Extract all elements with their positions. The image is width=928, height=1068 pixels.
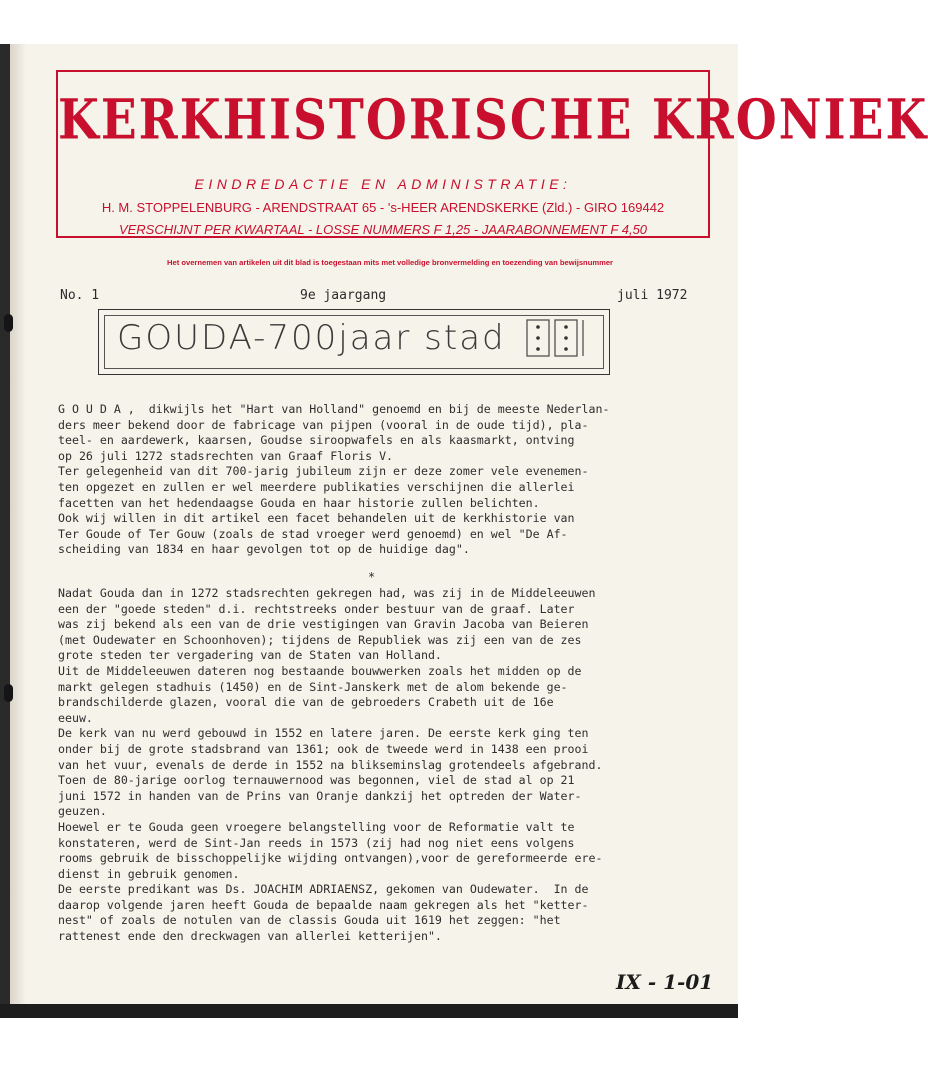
archive-mark: IX - 1-01: [616, 970, 714, 994]
text-line: ders meer bekend door de fabricage van pijpen (vooral in de oude tijd), pla-: [58, 417, 589, 432]
text-line: juni 1572 in handen van de Prins van Oranje dankzij het optreden der Water-: [58, 788, 582, 803]
text-line: scheiding van 1834 en haar gevolgen tot op de huidige dag".: [58, 542, 470, 557]
text-line: grote steden ter vergadering van de Staten van Holland.: [58, 648, 442, 663]
article-headline: GOUDA-700jaar stad: [117, 318, 506, 358]
text-line: daarop volgende jaren heeft Gouda de bepaalde naam gekregen als het "ketter-: [58, 897, 589, 912]
section-separator: *: [368, 570, 376, 584]
copyright-notice: Het overnemen van artikelen uit dit blad is toegestaan mits met volledige bronvermelding en toezending van bewijsnummer: [166, 258, 614, 267]
text-line: Ter Goude of Ter Gouw (zoals de stad vroeger werd genoemd) en wel "De Af-: [58, 526, 568, 541]
article-intro: [58, 402, 718, 558]
headline-box: [98, 309, 610, 375]
text-line: nest" of zoals de notulen van de classis Gouda uit 1619 het zeggen: "het: [58, 913, 561, 928]
text-line: was zij bekend als een van de drie vestigingen van Gravin Jacoba van Beieren: [58, 617, 589, 632]
text-line: een der "goede steden" d.i. rechtstreeks onder bestuur van de graaf. Later: [58, 601, 575, 616]
text-line: facetten van het hedendaagse Gouda en haar historie zullen belichten.: [58, 495, 540, 510]
binding-edge: [0, 44, 10, 1018]
text-line: Hoewel er te Gouda geen vroegere belangstelling voor de Reformatie valt te: [58, 819, 575, 834]
text-line: op 26 juli 1272 stadsrechten van Graaf Floris V.: [58, 448, 394, 463]
text-line: geuzen.: [58, 804, 107, 819]
issue-volume: 9e jaargang: [300, 288, 387, 303]
scan-top-margin: [0, 0, 738, 44]
text-line: rattenest ende den dreckwagen van allerlei ketterijen".: [58, 929, 442, 944]
text-line: onder bij de grote stadsbrand van 1361; ook de tweede werd in 1438 een prooi: [58, 741, 589, 756]
text-line: dienst in gebruik genomen.: [58, 866, 240, 881]
article-body: [58, 586, 718, 945]
text-line: eeuw.: [58, 710, 93, 725]
text-line: Uit de Middeleeuwen dateren nog bestaande bouwwerken zoals het midden op de: [58, 663, 582, 678]
text-line: rooms gebruik de bisschoppelijke wijding ontvangen),voor de gereformeerde ere-: [58, 851, 603, 866]
text-line: Toen de 80-jarige oorlog ternauwernood was begonnen, viel de stad al op 21: [58, 773, 575, 788]
scan-bottom-band: [0, 1004, 738, 1018]
issue-date: juli 1972: [617, 288, 688, 303]
text-line: konstateren, werd de Sint-Jan reeds in 1573 (zij had nog niet eens volgens: [58, 835, 575, 850]
masthead: [56, 70, 928, 238]
punch-hole: [4, 314, 13, 332]
text-line: teel- en aardewerk, kaarsen, Goudse siroopwafels en als kaasmarkt, ontving: [58, 433, 575, 448]
masthead-address: H. M. STOPPELENBURG - ARENDSTRAAT 65 - 's-HEER ARENDSKERKE (Zld.) - GIRO 169442: [101, 200, 665, 215]
text-line: Nadat Gouda dan in 1272 stadsrechten gekregen had, was zij in de Middeleeuwen: [58, 586, 596, 600]
text-line: Ook wij willen in dit artikel een facet behandelen uit de kerkhistorie van: [58, 511, 575, 526]
document-page: [0, 44, 928, 1018]
text-line: De kerk van nu werd gebouwd in 1552 en latere jaren. De eerste kerk ging ten: [58, 726, 589, 741]
decorative-dots-icon: [525, 318, 601, 358]
text-line: markt gelegen stadhuis (1450) en de Sint-Janskerk met de alom bekende ge-: [58, 679, 568, 694]
masthead-title: KERKHISTORISCHE KRONIEK: [58, 88, 928, 153]
text-line: (met Oudewater en Schoonhoven); tijdens de Republiek was zij een van de zes: [58, 632, 582, 647]
text-line: G O U D A , dikwijls het "Hart van Holland" genoemd en bij de meeste Nederlan-: [58, 402, 610, 416]
page-shadow: [10, 44, 26, 1018]
text-line: brandschilderde glazen, vooral die van de gebroeders Crabeth uit de 16e: [58, 695, 554, 710]
scan-bottom-margin: [0, 1018, 738, 1068]
masthead-frequency: VERSCHIJNT PER KWARTAAL - LOSSE NUMMERS F 1,25 - JAARABONNEMENT F 4,50: [118, 222, 648, 237]
masthead-subtitle: EINDREDACTIE EN ADMINISTRATIE:: [194, 176, 572, 192]
issue-number: No. 1: [60, 288, 100, 303]
text-line: Ter gelegenheid van dit 700-jarig jubileum zijn er deze zomer vele evenemen-: [58, 464, 589, 479]
text-line: De eerste predikant was Ds. JOACHIM ADRIAENSZ, gekomen van Oudewater. In de: [58, 882, 589, 897]
punch-hole: [4, 684, 13, 702]
text-line: ten opgezet en zullen er wel meerdere publikaties verschijnen die allerlei: [58, 479, 575, 494]
text-line: van het vuur, evenals de derde in 1552 na blikseminslag grotendeels afgebrand.: [58, 757, 603, 772]
